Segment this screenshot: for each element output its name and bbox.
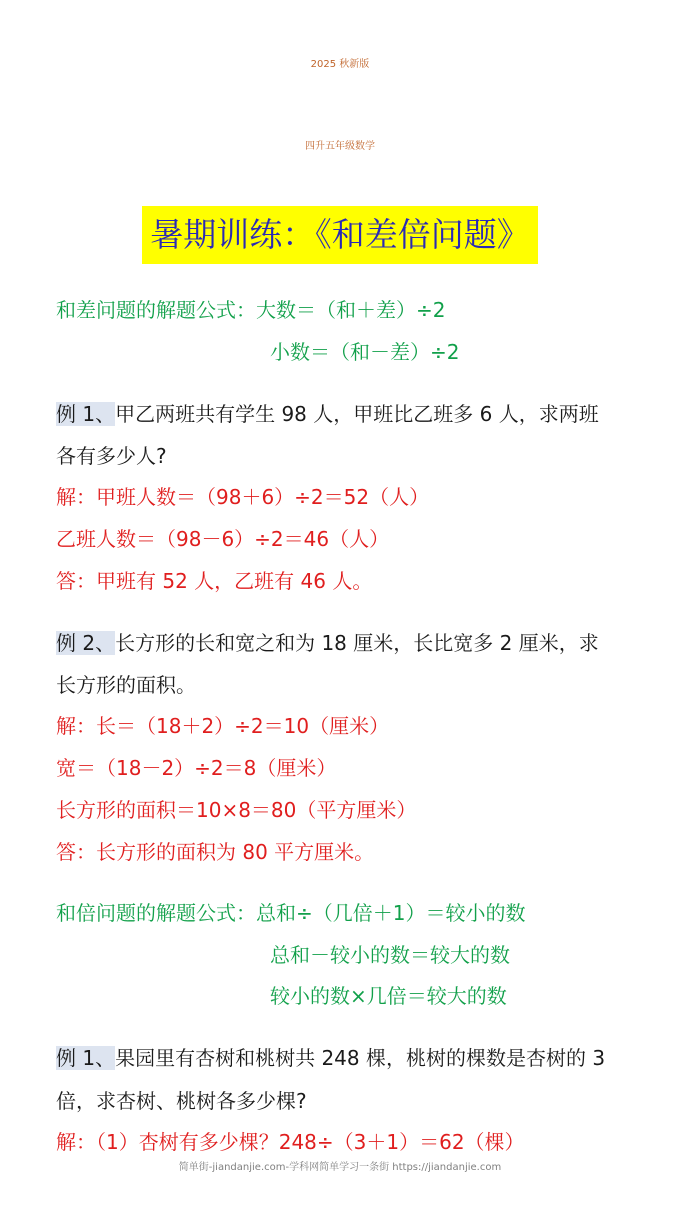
example-2-a2: 宽＝（18－2）÷2＝8（厘米） — [56, 756, 337, 780]
example-1-a1: 解：甲班人数＝（98＋6）÷2＝52（人） — [56, 485, 430, 509]
example-1-q2: 各有多少人? — [56, 444, 167, 468]
formula-2-label: 和倍问题的解题公式： — [56, 901, 256, 925]
example-1-a3: 答：甲班有 52 人，乙班有 46 人。 — [56, 569, 373, 593]
title-line-1: 2025 秋新版 — [310, 59, 370, 70]
example-2-a1: 解：长＝（18＋2）÷2＝10（厘米） — [56, 714, 390, 738]
example-2-question-1 — [56, 633, 599, 653]
example-1-a2: 乙班人数＝（98－6）÷2＝46（人） — [56, 527, 390, 551]
example-3-q2: 倍，求杏树、桃树各多少棵? — [56, 1089, 307, 1113]
example-1-q1: 甲乙两班共有学生 98 人，甲班比乙班多 6 人，求两班 — [115, 402, 599, 426]
banner-title: 暑期训练：《和差倍问题》 — [142, 206, 538, 264]
formula-1-label: 和差问题的解题公式： — [56, 298, 256, 322]
example-3-a1: 解：（1）杏树有多少棵？248÷（3＋1）＝62（棵） — [56, 1130, 525, 1154]
example-3-question-1 — [56, 1048, 605, 1068]
example-3-q1: 果园里有杏树和桃树共 248 棵，桃树的棵数是杏树的 3 — [115, 1046, 606, 1070]
example-2-q1: 长方形的长和宽之和为 18 厘米，长比宽多 2 厘米，求 — [115, 631, 599, 655]
title-line-2: 四升五年级数学 — [305, 141, 375, 152]
formula-2-row-1 — [56, 903, 525, 923]
formula-1-small: 小数＝（和－差）÷2 — [270, 340, 460, 364]
example-1-question-1 — [56, 404, 599, 424]
formula-1-row-1 — [56, 300, 445, 320]
banner-container — [0, 206, 680, 264]
example-3-tag: 例 1、 — [56, 1046, 116, 1070]
footer-watermark: 简单街-jiandanjie.com-学科网简单学习一条街 https://jiandanjie.com — [178, 1162, 502, 1173]
formula-2-f1: 总和÷（几倍＋1）＝较小的数 — [256, 901, 526, 925]
example-2-tag: 例 2、 — [56, 631, 116, 655]
formula-1-big: 大数＝（和＋差）÷2 — [256, 298, 446, 322]
example-1-tag: 例 1、 — [56, 402, 116, 426]
formula-2-f3: 较小的数×几倍＝较大的数 — [270, 984, 507, 1008]
example-2-q2: 长方形的面积。 — [56, 673, 196, 697]
example-2-a4: 答：长方形的面积为 80 平方厘米。 — [56, 840, 375, 864]
formula-2-f2: 总和－较小的数＝较大的数 — [270, 943, 510, 967]
example-2-a3: 长方形的面积＝10×8＝80（平方厘米） — [56, 798, 417, 822]
